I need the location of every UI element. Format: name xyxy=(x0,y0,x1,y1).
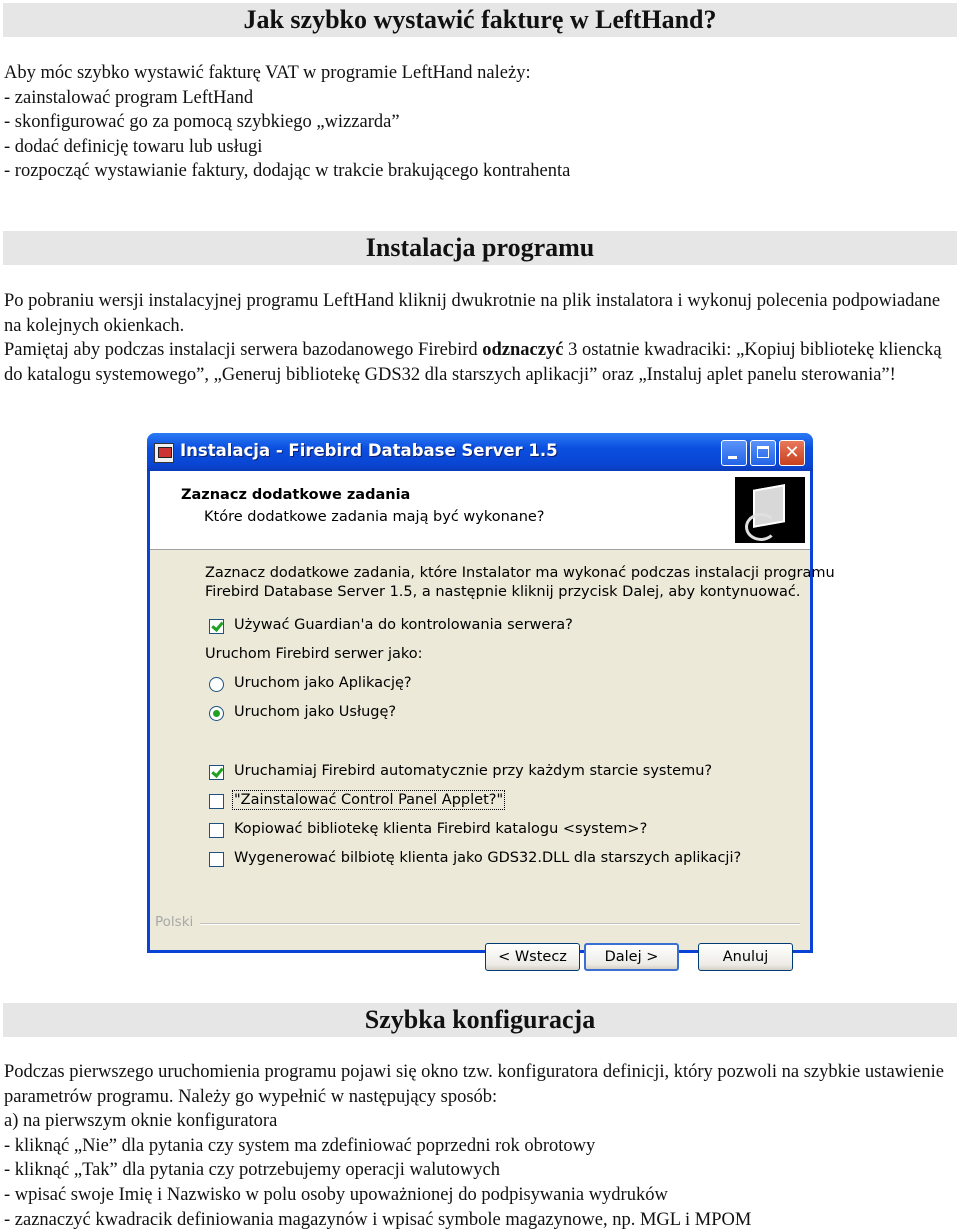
run-as-application-label: Uruchom jako Aplikację? xyxy=(234,675,412,691)
intro-line: - dodać definicję towaru lub usługi xyxy=(4,136,263,157)
run-as-service-label: Uruchom jako Usługę? xyxy=(234,704,397,720)
section-title-configuration: Szybka konfiguracja xyxy=(3,1003,957,1037)
back-button[interactable]: < Wstecz xyxy=(485,943,580,971)
intro-line: - zainstalować program LeftHand xyxy=(4,87,254,108)
installation-text xyxy=(4,289,956,387)
configuration-step: - wpisać swoje Imię i Nazwisko w polu osoby upoważnionej do podpisywania wydruków xyxy=(4,1184,668,1205)
maximize-icon xyxy=(757,446,769,458)
dialog-client-area xyxy=(150,471,835,965)
dialog-titlebar xyxy=(147,433,813,471)
next-button[interactable]: Dalej > xyxy=(584,943,679,971)
close-button[interactable] xyxy=(779,440,805,466)
configuration-step: a) na pierwszym oknie konfiguratora xyxy=(4,1111,278,1132)
cancel-button[interactable]: Anuluj xyxy=(698,943,793,971)
warning-text-start: Pamiętaj aby podczas instalacji serwera bazodanowego Firebird xyxy=(4,340,483,361)
run-as-label: Uruchom Firebird serwer jako: xyxy=(205,646,423,662)
warning-text-end: 3 ostatnie kwadraciki: „Kopiuj bibliotekę kliencką do katalogu systemowego”, „Generuj bibliotekę GDS32 dla starszych aplikacji” oraz „Instaluj aplet panelu sterowania”! xyxy=(4,340,942,385)
configuration-text xyxy=(4,1060,956,1232)
configuration-step: - kliknąć „Tak” dla pytania czy potrzebujemy operacji walutowych xyxy=(4,1160,500,1181)
guardian-label: Używać Guardian'a do kontrolowania serwera? xyxy=(234,617,573,633)
dialog-title: Instalacja - Firebird Database Server 1.5 xyxy=(180,441,558,460)
intro-line: - skonfigurować go za pomocą szybkiego „wizzarda” xyxy=(4,112,400,133)
autostart-label: Uruchamiaj Firebird automatycznie przy każdym starcie systemu? xyxy=(234,763,713,779)
run-as-application-radio[interactable] xyxy=(209,677,224,692)
installer-app-icon xyxy=(154,443,174,463)
dialog-header-subtitle: Które dodatkowe zadania mają być wykonane? xyxy=(204,509,545,525)
close-icon: ✕ xyxy=(784,442,800,463)
configuration-step: - zaznaczyć kwadracik definiowania magazynów i wpisać symbole magazynowe, np. MGL i MPOM xyxy=(4,1209,752,1230)
page-title: Jak szybko wystawić fakturę w LeftHand? xyxy=(3,3,957,37)
intro-line: Aby móc szybko wystawić fakturę VAT w programie LeftHand należy: xyxy=(4,63,531,83)
run-as-service-radio[interactable] xyxy=(209,706,224,721)
installation-paragraph: Po pobraniu wersji instalacyjnej programu LeftHand kliknij dwukrotnie na plik instalatora i wykonuj polecenia podpowiadane na kolejnych okienkach. xyxy=(4,291,941,336)
minimize-icon xyxy=(728,456,737,459)
dialog-description-line: Firebird Database Server 1.5, a następnie kliknij przycisk Dalej, aby kontynuować. xyxy=(205,584,801,600)
guardian-checkbox[interactable] xyxy=(209,619,224,634)
section-title-installation: Instalacja programu xyxy=(3,231,957,265)
gds32-checkbox[interactable] xyxy=(209,852,224,867)
configuration-paragraph: Podczas pierwszego uruchomienia programu pojawi się okno tzw. konfiguratora definicji, który pozwoli na szybkie ustawienie parametrów programu. Należy go wypełnić w następujący sposób: xyxy=(4,1062,944,1107)
installer-computer-icon xyxy=(735,477,805,543)
dialog-header-title: Zaznacz dodatkowe zadania xyxy=(181,487,411,503)
dialog-header xyxy=(150,471,810,550)
autostart-checkbox[interactable] xyxy=(209,765,224,780)
copy-client-library-label: Kopiować bibliotekę klienta Firebird katalogu <system>? xyxy=(234,821,648,837)
dialog-description-line: Zaznacz dodatkowe zadania, które Instalator ma wykonać podczas instalacji programu xyxy=(205,565,835,581)
copy-client-library-checkbox[interactable] xyxy=(209,823,224,838)
intro-line: - rozpocząć wystawianie faktury, dodając w trakcie brakującego kontrahenta xyxy=(4,161,571,182)
configuration-step: - kliknąć „Nie” dla pytania czy system ma zdefiniować poprzedni rok obrotowy xyxy=(4,1135,596,1156)
minimize-button[interactable] xyxy=(721,440,747,466)
installer-dialog-screenshot xyxy=(147,433,835,965)
intro-text xyxy=(4,61,956,184)
maximize-button[interactable] xyxy=(750,440,776,466)
language-label: Polski xyxy=(155,914,194,930)
warning-emphasis: odznaczyć xyxy=(482,340,564,361)
control-panel-checkbox[interactable] xyxy=(209,794,224,809)
installation-warning xyxy=(4,338,956,387)
gds32-label: Wygenerować bilbiotę klienta jako GDS32.DLL dla starszych aplikacji? xyxy=(234,850,742,866)
footer-separator xyxy=(200,923,800,925)
control-panel-label: "Zainstalować Control Panel Applet?" xyxy=(234,792,504,808)
